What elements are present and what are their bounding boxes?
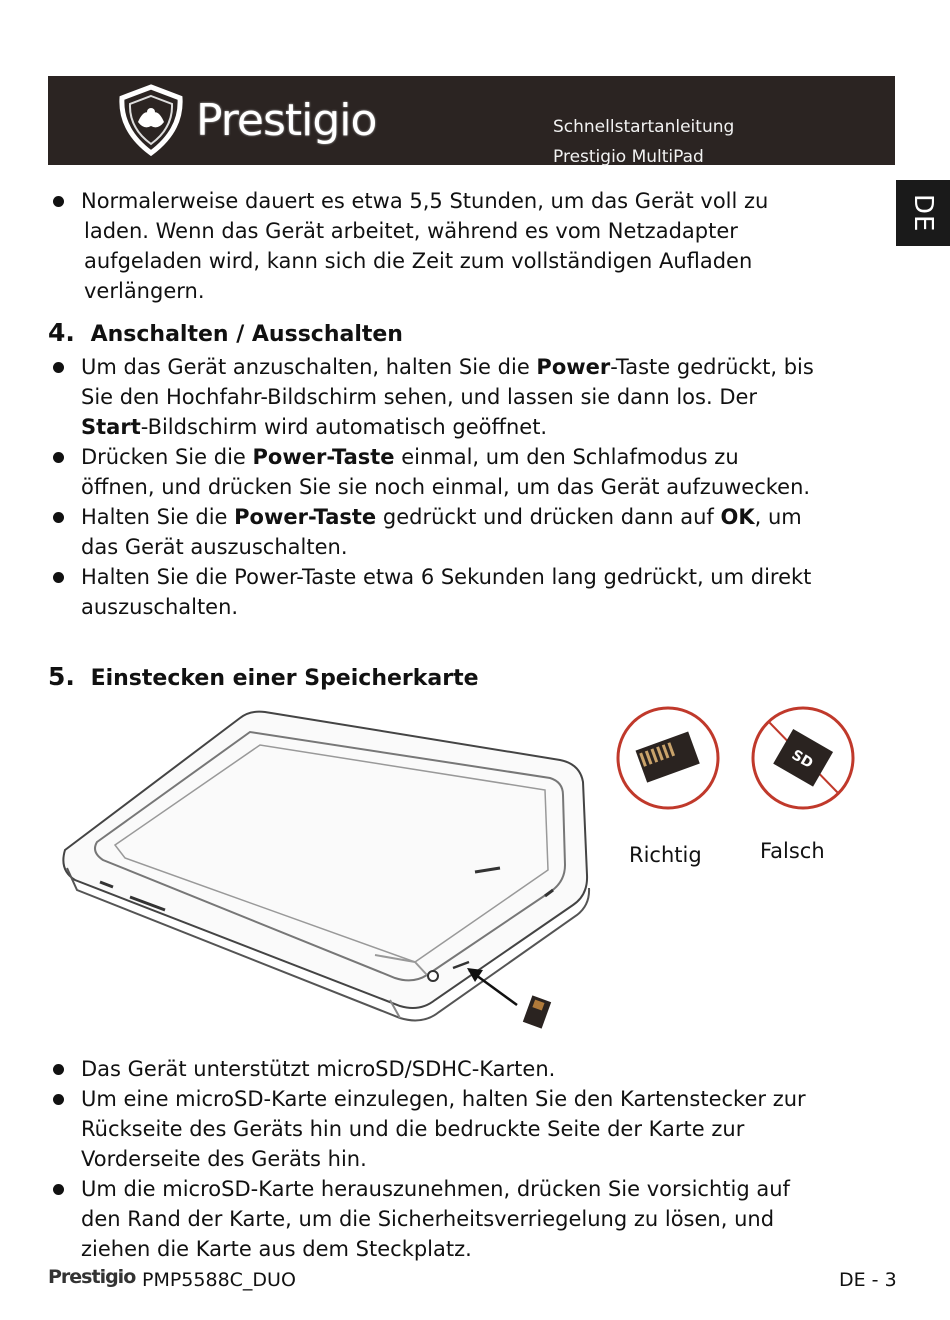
s4-bullet1-line1 (81, 352, 814, 382)
s4-b1-text-b: -Taste gedrückt, bis (610, 355, 814, 379)
s4-bullet1-line2: Sie den Hochfahr-Bildschirm sehen, und lassen sie dann los. Der (81, 385, 758, 409)
bullet-icon (53, 1064, 64, 1075)
bullet-icon (53, 572, 64, 583)
section4-title: Anschalten / Ausschalten (90, 322, 403, 347)
intro-bullet-line4: verlängern. (84, 279, 205, 303)
s4-b1-text-c: -Bildschirm wird automatisch geöffnet. (140, 415, 548, 439)
s5-bullet2-line3: Vorderseite des Geräts hin. (81, 1147, 367, 1171)
label-correct: Richtig (629, 843, 702, 867)
s5-bullet3-line3: ziehen die Karte aus dem Steckplatz. (81, 1237, 472, 1261)
s5-bullet1: Das Gerät unterstützt microSD/SDHC-Karten. (81, 1057, 556, 1081)
section4-number: 4. (48, 318, 75, 347)
s4-b3-text-a: Halten Sie die (81, 505, 235, 529)
s4-bullet1-line3 (81, 412, 547, 442)
s5-bullet2-line2: Rückseite des Geräts hin und die bedruckte Seite der Karte zur (81, 1117, 745, 1141)
bullet-icon (53, 196, 64, 207)
header-title-line1: Schnellstartanleitung (553, 117, 735, 137)
bullet-icon (53, 1184, 64, 1195)
bullet-icon (53, 512, 64, 523)
section4-heading (48, 318, 403, 347)
bullet-icon (53, 1094, 64, 1105)
correct-orientation-figure (610, 700, 720, 812)
section5-title: Einstecken einer Speicherkarte (90, 666, 479, 691)
intro-bullet-line3: aufgeladen wird, kann sich die Zeit zum vollständigen Aufladen (84, 249, 753, 273)
language-tab (896, 180, 950, 246)
s4-bullet3-line2: das Gerät auszuschalten. (81, 535, 348, 559)
s4-b1-bold-power: Power (536, 355, 611, 379)
section5-number: 5. (48, 662, 75, 691)
brand-crest-icon (114, 84, 188, 156)
tablet-illustration (55, 700, 600, 1035)
bullet-icon (53, 452, 64, 463)
s4-b2-text-a: Drücken Sie die (81, 445, 253, 469)
s5-bullet3-line1: Um die microSD-Karte herauszunehmen, drücken Sie vorsichtig auf (81, 1177, 790, 1201)
s4-b2-text-b: einmal, um den Schlafmodus zu (394, 445, 739, 469)
s4-b3-text-c: , um (754, 505, 802, 529)
label-wrong: Falsch (760, 839, 825, 863)
footer-model: PMP5588C_DUO (142, 1269, 296, 1291)
s4-bullet2-line2: öffnen, und drücken Sie sie noch einmal, um das Gerät aufzuwecken. (81, 475, 811, 499)
card-logo-text: SD (788, 747, 816, 772)
section5-heading (48, 662, 479, 691)
language-tab-label: DE (908, 193, 938, 233)
bullet-icon (53, 362, 64, 373)
s4-bullet3-line1 (81, 502, 802, 532)
s4-bullet4-line2: auszuschalten. (81, 595, 239, 619)
intro-bullet-line2: laden. Wenn das Gerät arbeitet, während es vom Netzadapter (84, 219, 738, 243)
brand-logo (114, 84, 376, 156)
s4-b1-bold-start: Start (81, 415, 141, 439)
s4-b2-bold-power: Power-Taste (252, 445, 395, 469)
s4-b3-bold-power: Power-Taste (234, 505, 377, 529)
header-title (553, 112, 734, 172)
s5-bullet3-line2: den Rand der Karte, um die Sicherheitsverriegelung zu lösen, und (81, 1207, 775, 1231)
footer-page-number: DE - 3 (839, 1269, 897, 1291)
microsd-card-icon (523, 995, 551, 1028)
s4-bullet4-line1: Halten Sie die Power-Taste etwa 6 Sekunden lang gedrückt, um direkt (81, 565, 812, 589)
s5-bullet2-line1: Um eine microSD-Karte einzulegen, halten Sie den Kartenstecker zur (81, 1087, 806, 1111)
s4-b1-text-a: Um das Gerät anzuschalten, halten Sie die (81, 355, 537, 379)
header-banner (48, 76, 895, 165)
intro-bullet-line1: Normalerweise dauert es etwa 5,5 Stunden, um das Gerät voll zu (81, 189, 769, 213)
s4-b3-text-b: gedrückt und drücken dann auf (376, 505, 721, 529)
s4-bullet2-line1 (81, 442, 739, 472)
footer-logo: Prestigio (48, 1266, 136, 1288)
wrong-orientation-figure (747, 700, 857, 812)
header-title-line2: Prestigio MultiPad (553, 147, 704, 167)
s4-b3-bold-ok: OK (720, 505, 755, 529)
brand-logo-text: Prestigio (196, 94, 377, 146)
